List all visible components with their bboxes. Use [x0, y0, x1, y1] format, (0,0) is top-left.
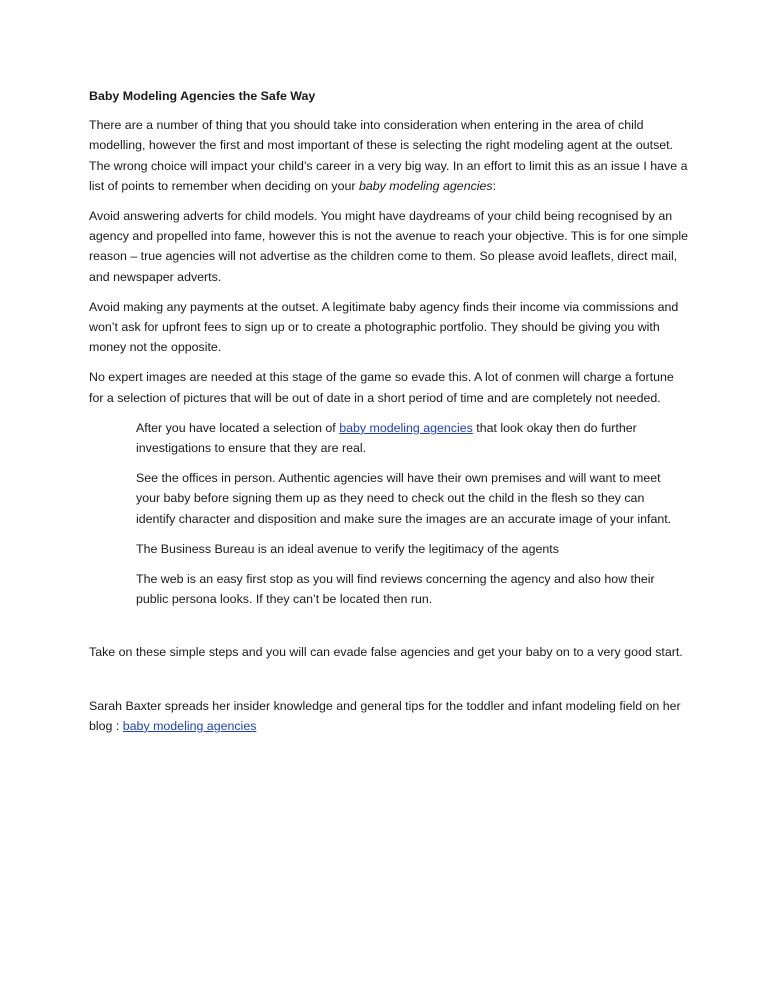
- document-page: [89, 86, 689, 746]
- paragraph-intro: [89, 115, 689, 196]
- paragraph-images: No expert images are needed at this stage of the game so evade this. A lot of conmen will charge a fortune for a selection of pictures that will be out of date in a short period of time and are completely not needed.: [89, 370, 674, 405]
- author-blog-link[interactable]: baby modeling agencies: [122, 718, 257, 733]
- indented-paragraph-investigate: [136, 418, 676, 458]
- paragraph-closing: Take on these simple steps and you will can evade false agencies and get your baby on to a very good start.: [89, 645, 683, 660]
- paragraph-intro-text: There are a number of thing that you should take into consideration when entering in the area of child modelling, however the first and most important of these is selecting the right modeling agent at the outset. The wrong choice will impact your child’s career in a very big way. In an effort to limit this as an issue I have a list of points to remember when deciding on your: [89, 118, 688, 193]
- baby-modeling-agencies-link[interactable]: baby modeling agencies: [339, 420, 473, 435]
- spacer: [89, 673, 689, 696]
- indented-paragraph-investigate-before: After you have located a selection of: [136, 420, 340, 435]
- paragraph-author-text: Sarah Baxter spreads her insider knowledge and general tips for the toddler and infant modeling field on her blog :: [89, 698, 681, 733]
- paragraph-intro-emphasis: baby modeling agencies: [358, 178, 493, 193]
- indented-paragraph-web: The web is an easy first stop as you will find reviews concerning the agency and also how their public persona looks. If they can’t be located then run.: [136, 572, 655, 607]
- paragraph-intro-end: :: [492, 178, 497, 193]
- paragraph-payments: Avoid making any payments at the outset. A legitimate baby agency finds their income via commissions and won’t ask for upfront fees to sign up or to create a photographic portfolio. They should be giving you with money not the opposite.: [89, 299, 679, 355]
- paragraph-author: [89, 696, 689, 736]
- indented-paragraph-bureau: The Business Bureau is an ideal avenue to verify the legitimacy of the agents: [136, 541, 559, 556]
- indented-paragraph-offices: See the offices in person. Authentic agencies will have their own premises and will want to meet your baby before signing them up as they need to check out the child in the flesh so they can identify character and disposition and make sure the images are an accurate image of your infant.: [136, 471, 672, 526]
- paragraph-adverts: Avoid answering adverts for child models. You might have daydreams of your child being recognised by an agency and propelled into fame, however this is not the avenue to reach your objective. This is for one simple reason – true agencies will not advertise as the children come to them. So please avoid leaflets, direct mail, and newspaper adverts.: [89, 209, 688, 284]
- document-title: Baby Modeling Agencies the Safe Way: [89, 89, 316, 103]
- indented-paragraph-investigate-after: that look okay then do further investigations to ensure that they are real.: [136, 420, 637, 456]
- spacer: [89, 619, 689, 642]
